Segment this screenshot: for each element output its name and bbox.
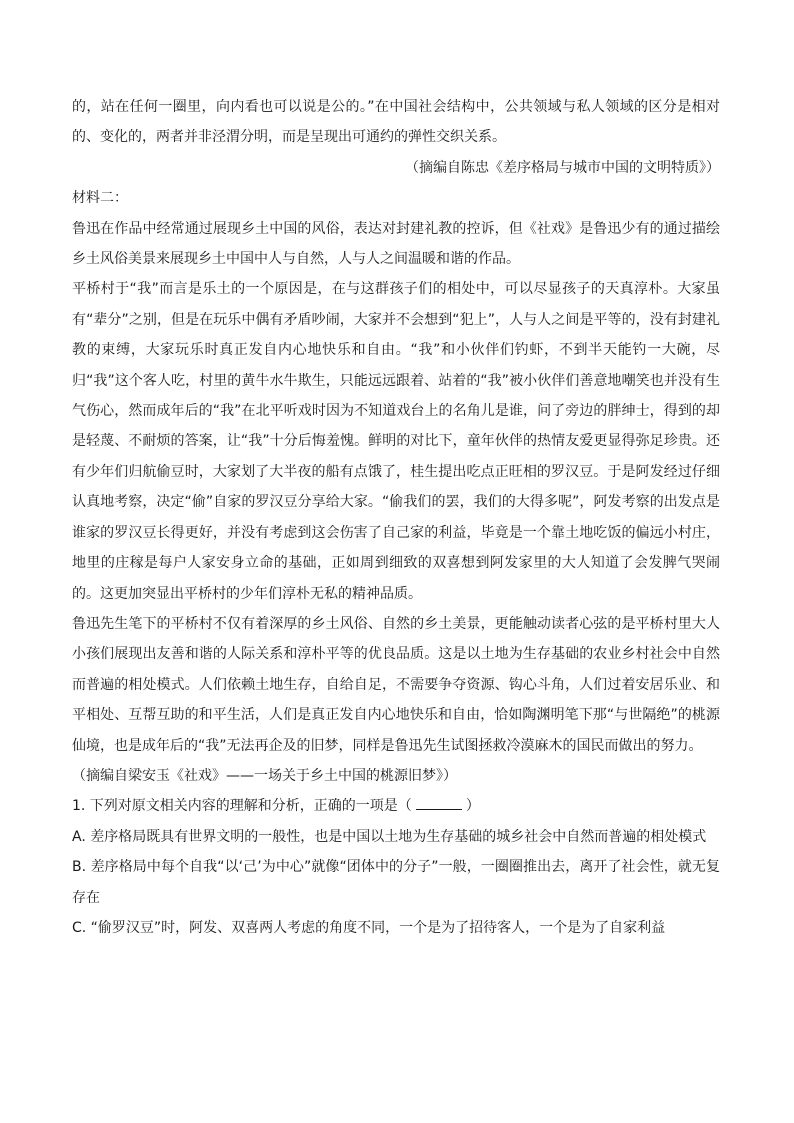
material1-source: （摘编自陈忠《差序格局与城市中国的文明特质》）	[405, 159, 720, 176]
question-1-close: ）	[465, 798, 480, 815]
material2-title: 材料二：	[72, 190, 128, 207]
material2-paragraph-2: 平桥村于“我”而言是乐土的一个原因是，在与这群孩子们的相处中，可以尽显孩子的天真淳朴。大家虽有“辈分”之别，但是在玩乐中偶有矛盾吵闹，大家并不会想到“犯上”，人与人之间是平等的，没有封建礼教的束缚，大家玩乐时真正发自内心地快乐和自由。“我”和小伙伴们钓虾，不到半天能钓一大碗，尽归“我”这个客人吃，村里的黄牛水牛欺生，只能远远跟着、站着的“我”被小伙伴们善意地嘲笑也并没有生气伤心，然而成年后的“我”在北平听戏时因为不知道戏台上的名角儿是谁，问了旁边的胖绅士，得到的却是轻蔑、不耐烦的答案，让“我”十分后悔羞愧。鲜明的对比下，童年伙伴的热情友爱更显得弥足珍贵。还有少年们归航偷豆时，大家划了大半夜的船有点饿了，桂生提出吃点正旺相的罗汉豆。于是阿发经过仔细认真地考察，决定“偷”自家的罗汉豆分享给大家。“偷我们的罢，我们的大得多呢”，阿发考察的出发点是谁家的罗汉豆长得更好，并没有考虑到这会伤害了自己家的利益，毕竟是一个靠土地吃饭的偏远小村庄，地里的庄稼是每户人家安身立命的基础，正如周到细致的双喜想到阿发家里的大人知道了会发脾气哭闹的。这更加突显出平桥村的少年们淳朴无私的精神品质。	[72, 281, 720, 602]
question-1-stem: 1. 下列对原文相关内容的理解和分析，正确的一项是（	[72, 798, 412, 815]
question-1	[72, 791, 720, 821]
option-a: A. 差序格局既具有世界文明的一般性，也是中国以土地为生存基础的城乡社会中自然而普遍的相处模式	[72, 828, 707, 845]
option-c: C. “偷罗汉豆”时，阿发、双喜两人考虑的角度不同，一个是为了招待客人，一个是为了自家利益	[72, 919, 666, 936]
answer-blank[interactable]	[416, 795, 462, 810]
material2-paragraph-3: 鲁迅先生笔下的平桥村不仅有着深厚的乡土风俗、自然的乡土美景，更能触动读者心弦的是平桥村里大人小孩们展现出友善和谐的人际关系和淳朴平等的优良品质。这是以土地为生存基础的农业乡村社会中自然而普遍的相处模式。人们依赖土地生存，自给自足，不需要争夺资源、钩心斗角，人们过着安居乐业、和平相处、互帮互助的和平生活，人们是真正发自内心地快乐和自由，恰如陶渊明笔下那“与世隔绝”的桃源仙境，也是成年后的“我”无法再企及的旧梦，同样是鲁迅先生试图拯救冷漠麻木的国民而做出的努力。	[72, 615, 720, 754]
material2-source: （摘编自梁安玉《社戏》——一场关于乡土中国的桃源旧梦》）	[72, 767, 457, 784]
document-body	[72, 92, 720, 943]
material2-paragraph-1: 鲁迅在作品中经常通过展现乡土中国的风俗，表达对封建礼教的控诉，但《社戏》是鲁迅少有的通过描绘乡土风俗美景来展现乡土中国中人与自然，人与人之间温暖和谐的作品。	[72, 220, 720, 268]
option-b: B. 差序格局中每个自我“以‘己’为中心”就像“团体中的分子”一般，一圈圈推出去，离开了社会性，就无复存在	[72, 859, 720, 906]
material1-continuation: 的，站在任何一圈里，向内看也可以说是公的。”在中国社会结构中，公共领域与私人领域的区分是相对的、变化的，两者并非泾渭分明，而是呈现出可通约的弹性交织关系。	[72, 99, 720, 146]
